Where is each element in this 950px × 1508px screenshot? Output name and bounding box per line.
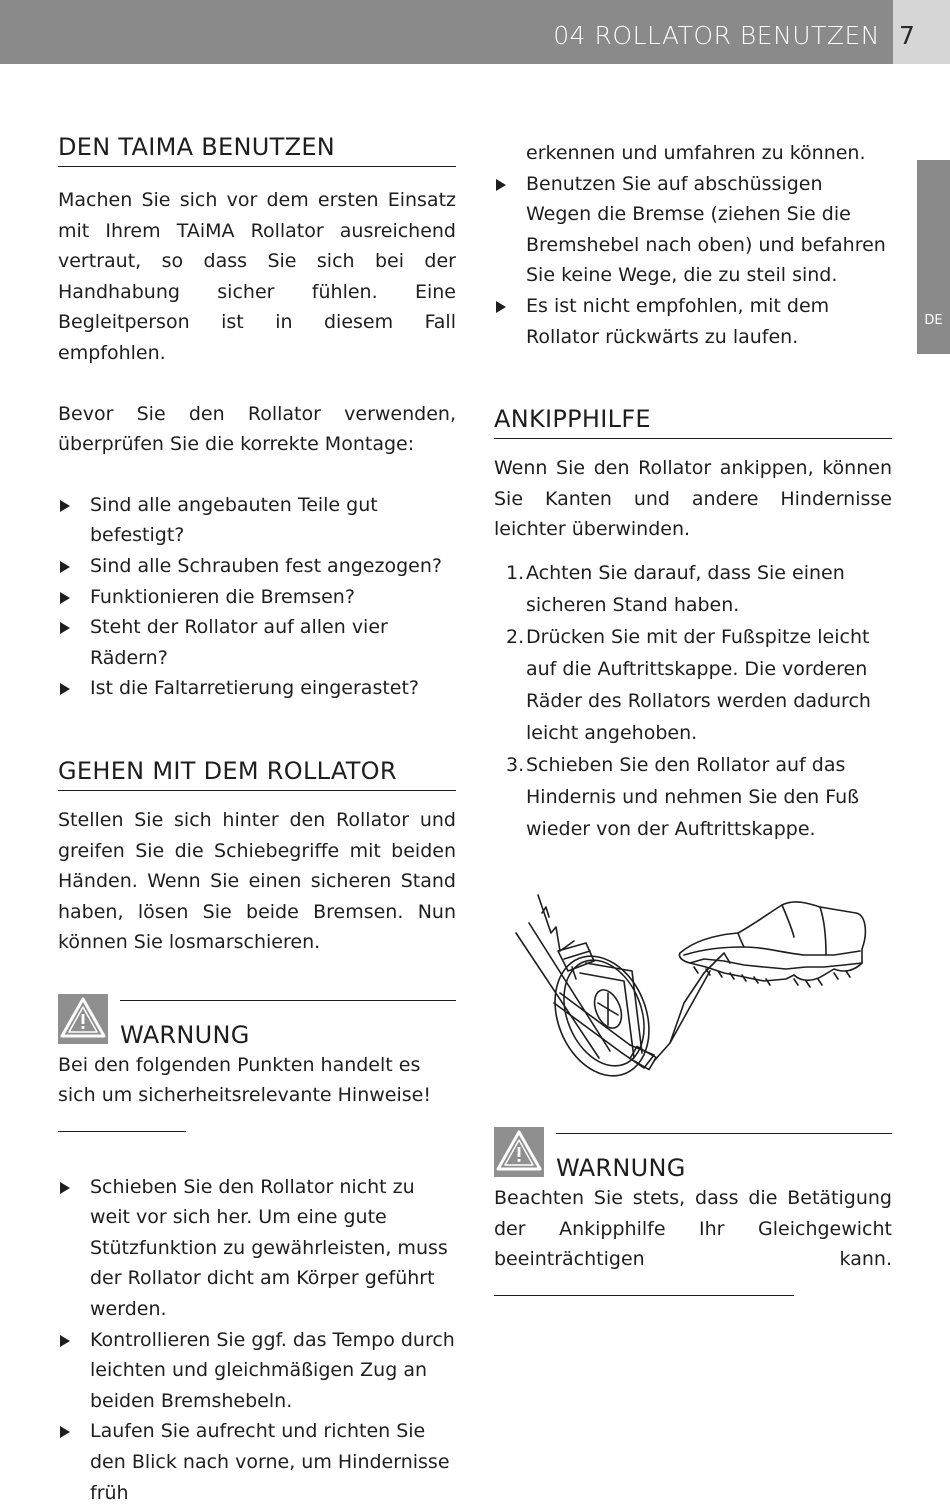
list-item: Funktionieren die Bremsen? — [58, 582, 456, 613]
list-item: Ist die Faltarretierung eingerastet? — [58, 673, 456, 704]
warning-text — [58, 1050, 456, 1142]
list-item — [494, 621, 892, 749]
list-item: Steht der Rollator auf allen vier Rädern? — [58, 612, 456, 673]
warning-triangle-icon — [58, 994, 108, 1044]
list-item: Benutzen Sie auf abschüssigen Wegen die Bremse (ziehen Sie die Bremshebel nach oben) und befahren Sie keine Wege, die zu steil sind. — [494, 169, 892, 291]
walking-paragraph: Stellen Sie sich hinter den Rollator und greifen Sie die Schiebegriffe mit beiden Händen. Wenn Sie einen sicheren Stand haben, lösen Sie beide Bremsen. Nun können Sie losmarschieren. — [58, 808, 456, 954]
warning-text-content: Bei den folgenden Punkten handelt es sich um sicherheitsrelevante Hinweise! — [58, 1053, 431, 1107]
warning-title: WARNUNG — [556, 1153, 686, 1182]
step-number: 1. — [506, 561, 525, 584]
list-item: Sind alle Schrauben fest angezogen? — [58, 551, 456, 582]
list-item — [494, 749, 892, 845]
assembly-check-list — [58, 490, 456, 704]
list-item: Es ist nicht empfohlen, mit dem Rollator rückwärts zu laufen. — [494, 291, 892, 352]
step-number: 2. — [506, 625, 525, 648]
list-item: Laufen Sie aufrecht und richten Sie den Blick nach vorne, um Hindernisse früh — [58, 1416, 456, 1508]
left-column — [58, 130, 456, 1508]
list-item: Schieben Sie den Rollator nicht zu weit vor sich her. Um eine gute Stützfunktion zu gewährleisten, muss der Rollator dicht am Körper geführt werden. — [58, 1172, 456, 1325]
step-text: Achten Sie darauf, dass Sie einen sicheren Stand haben. — [526, 561, 845, 616]
page-number-box — [893, 0, 950, 64]
list-item: Sind alle angebauten Teile gut befestigt? — [58, 490, 456, 551]
right-column — [494, 138, 892, 1305]
tilt-aid-paragraph: Wenn Sie den Rollator ankippen, können Sie Kanten und andere Hindernisse leichter überwinden. — [494, 457, 892, 541]
warning-header — [494, 1127, 892, 1183]
continued-list-text: erkennen und umfahren zu können. — [526, 142, 866, 164]
language-tab — [917, 160, 950, 354]
section-title-gehen-mit-dem-rollator: GEHEN MIT DEM ROLLATOR — [58, 754, 456, 791]
list-item: Kontrollieren Sie ggf. das Tempo durch leichten und gleichmäßigen Zug an beiden Bremshebeln. — [58, 1325, 456, 1417]
section-title-den-taima-benutzen: DEN TAIMA BENUTZEN — [58, 130, 456, 167]
fill-line — [494, 1294, 794, 1296]
warning-text-content: Beachten Sie stets, dass die Betätigung der Ankipphilfe Ihr Gleichgewicht beeinträchtigen kann. — [494, 1186, 892, 1271]
list-item — [494, 557, 892, 621]
step-text: Schieben Sie den Rollator auf das Hindernis und nehmen Sie den Fuß wieder von der Auftrittskappe. — [526, 753, 860, 840]
step-text: Drücken Sie mit der Fußspitze leicht auf die Auftrittskappe. Die vorderen Räder des Rollators werden dadurch leicht angehoben. — [526, 625, 871, 744]
warning-header — [58, 994, 456, 1050]
tilt-aid-illustration — [494, 893, 892, 1093]
warning-rule — [120, 1000, 456, 1001]
chapter-title: 04 ROLLATOR BENUTZEN — [553, 21, 880, 50]
section-title-ankipphilfe: ANKIPPHILFE — [494, 402, 892, 439]
language-label: DE — [924, 313, 943, 328]
fill-line — [58, 1130, 186, 1132]
warning-text — [494, 1183, 892, 1305]
warning-triangle-icon — [494, 1127, 544, 1177]
warning-title: WARNUNG — [120, 1020, 250, 1049]
check-intro-paragraph: Bevor Sie den Rollator verwenden, überprüfen Sie die korrekte Montage: — [58, 402, 456, 456]
header-bar — [0, 0, 950, 64]
step-number: 3. — [506, 753, 525, 776]
warning-rule — [556, 1133, 892, 1134]
tilt-steps-list — [494, 557, 892, 845]
walking-tips-list — [494, 169, 892, 353]
page-number: 7 — [899, 21, 915, 50]
intro-paragraph: Machen Sie sich vor dem ersten Einsatz mit Ihrem TAiMA Rollator ausreichend vertraut, so dass Sie sich bei der Handhabung sicher fühlen. Eine Begleitperson ist in diesem Fall empfohlen. — [58, 189, 456, 364]
warning-list — [58, 1172, 456, 1508]
